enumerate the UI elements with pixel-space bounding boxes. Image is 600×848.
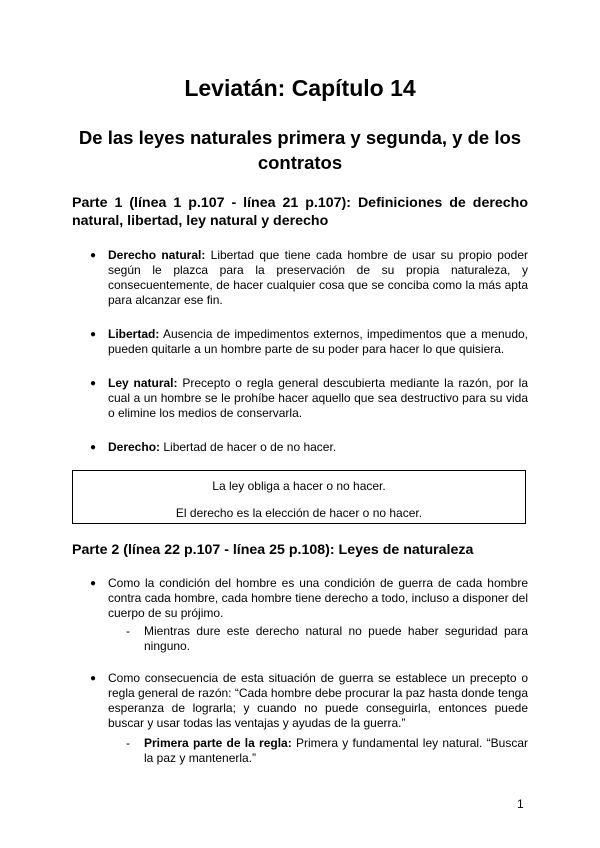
dash-icon: - [126,736,130,750]
bullet-icon: ● [90,378,97,389]
definition-text: Libertad de hacer o de no hacer. [163,440,337,454]
part2-heading: Parte 2 (línea 22 p.107 - línea 25 p.108): Leyes de naturaleza [72,542,474,558]
part1-heading: Parte 1 (línea 1 p.107 - línea 21 p.107): Definiciones de derecho natural, libertad, ley natural y derecho [72,195,528,229]
dash-icon: - [126,624,130,638]
sub-item-term: Primera parte de la regla: [144,736,292,750]
document-title: Leviatán: Capítulo 14 [184,75,416,101]
definition-text: Libertad que tiene cada hombre de usar su propio poder según le plazca para la preservación de su propia naturaleza, y consecuentemente, de hacer cualquier cosa que se conciba como la más apta para alcanzar ese fin. [108,248,528,307]
bullet-icon: ● [90,673,97,684]
sub-item-text: Primera y fundamental ley natural. “Buscar la paz y mantenerla.” [144,736,528,765]
definition-term: Libertad: [108,327,160,341]
definition-text: Ausencia de impedimentos externos, impedimentos que a menudo, pueden quitarle a un hombre parte de su poder para hacer lo que quisiera. [108,327,529,356]
list-item-ley-natural [90,376,529,421]
definition-text: Precepto o regla general descubierta mediante la razón, por la cual a un hombre se le prohíbe hacer aquello que sea destructivo para su vida o elimine los medios de conservarla. [108,376,529,420]
bullet-icon: ● [90,329,97,340]
definition-term: Derecho: [108,440,161,454]
document-subtitle: De las leyes naturales primera y segunda, y de los contratos [78,127,522,173]
sub-item-text: Mientras dure este derecho natural no puede haber seguridad para ninguno. [144,624,528,653]
paragraph-text: Como la condición del hombre es una condición de guerra de cada hombre contra cada hombre, cada hombre tiene derecho a todo, incluso a disponer del cuerpo de su prójimo. [108,576,528,620]
page-number: 1 [517,797,524,811]
sub-item-primera-parte [126,736,528,766]
list-item-derecho-natural [90,248,528,308]
bullet-icon: ● [90,578,97,589]
note-box [72,470,526,524]
bullet-icon: ● [90,250,97,261]
paragraph-text: Como consecuencia de esta situación de guerra se establece un precepto o regla general de razón: “Cada hombre debe procurar la paz hasta donde tenga esperanza de lograrla; y cuando no puede conseguirla, entonces puede buscar y usar todas las ventajas y ayudas de la guerra.” [108,671,528,730]
note-line-ley: La ley obliga a hacer o no hacer. [212,479,386,493]
list-item-libertad [90,327,529,357]
sub-item-seguridad [126,624,528,654]
list-item-precepto-razon [90,671,528,731]
bullet-icon: ● [90,442,97,453]
definition-term: Derecho natural: [108,248,206,262]
definition-term: Ley natural: [108,376,178,390]
list-item-derecho [90,440,528,455]
note-line-derecho: El derecho es la elección de hacer o no hacer. [175,506,423,520]
list-item-condicion-guerra [90,576,528,621]
